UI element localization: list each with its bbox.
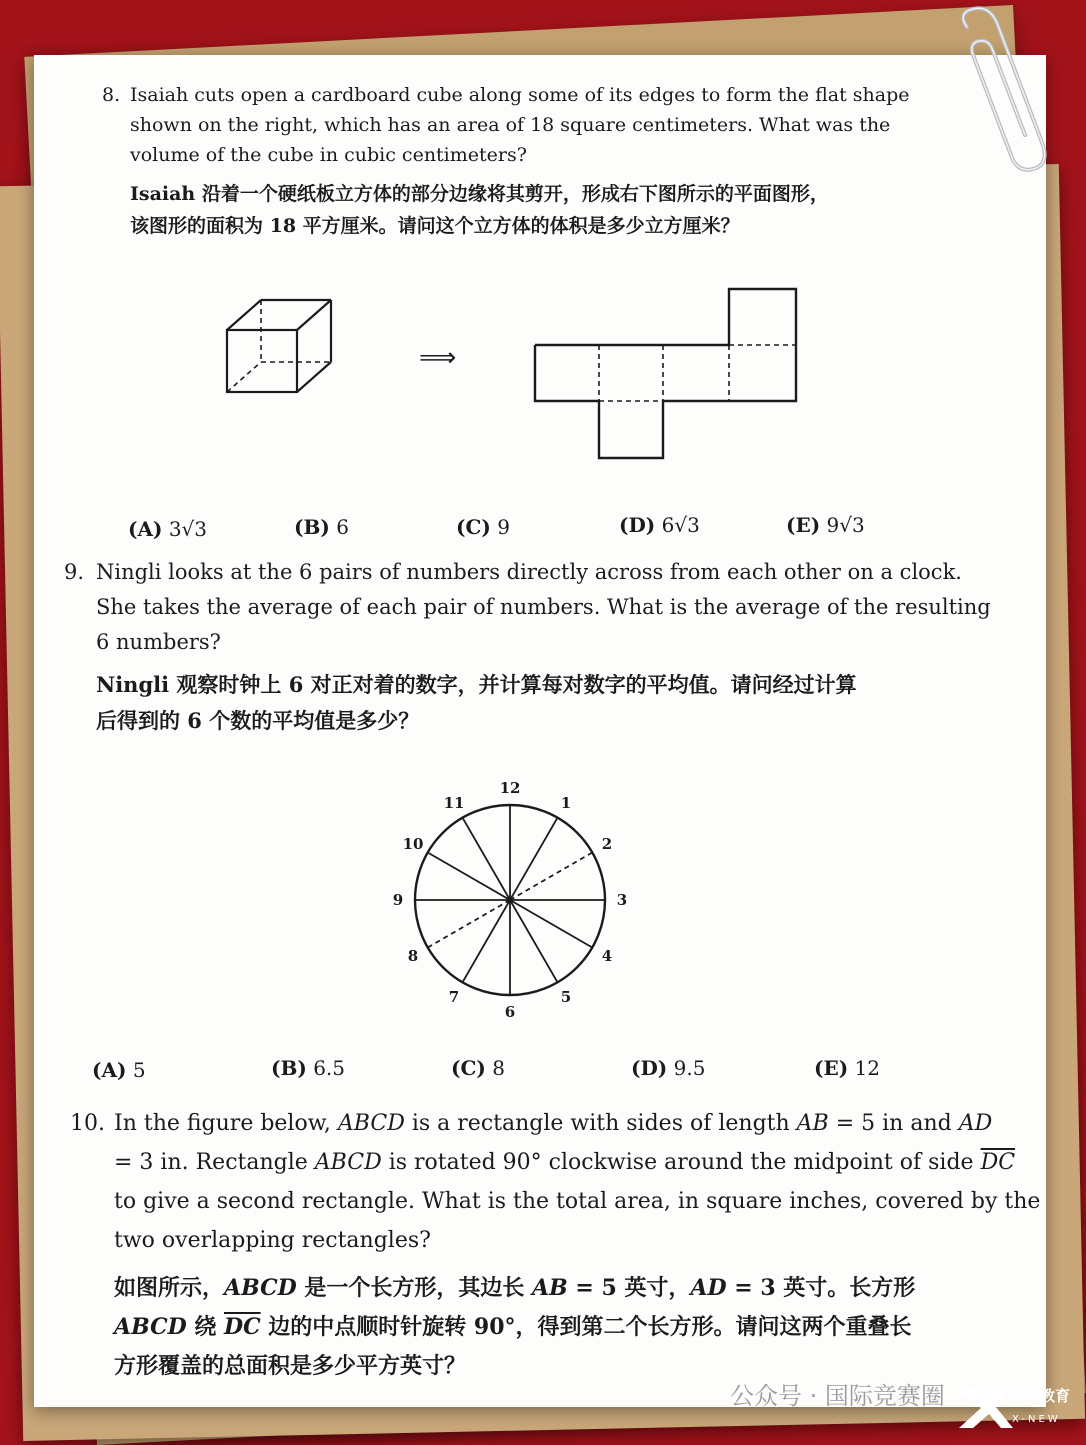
q9-choice-e[interactable]: (E) 12: [814, 1056, 880, 1080]
clock-number-2: 2: [601, 835, 613, 853]
q10-zh-line-2: ABCD 绕 $\overline{DC}$ 边的中点顺时针旋转 90°，得到第二个长方形。请问这两个重叠长: [114, 1314, 912, 1340]
q8-choice-e[interactable]: (E) 9√3: [786, 513, 865, 537]
q10-zh-line-3: 方形覆盖的总面积是多少平方英寸？: [114, 1353, 467, 1379]
clock-spoke-7: [463, 900, 511, 982]
arrow-icon: ⟹: [419, 343, 457, 373]
cube-net-figure: [529, 283, 809, 468]
clock-spoke-11: [463, 818, 511, 900]
clock-number-4: 4: [601, 947, 613, 965]
q10-en-line-4: two overlapping rectangles?: [114, 1228, 431, 1253]
q10-en-line-1: In the figure below, ABCD is a rectangle with sides of length AB = 5 in and AD: [114, 1111, 993, 1136]
q9-en-line-1: Ningli looks at the 6 pairs of numbers directly across from each other on a clock.: [96, 560, 962, 584]
clock-number-1: 1: [560, 794, 572, 813]
q9-zh-line-2: 后得到的 6 个数的平均值是多少？: [96, 708, 420, 733]
q8-zh-line-2: 该图形的面积为 18 平方厘米。请问这个立方体的体积是多少立方厘米？: [130, 215, 740, 237]
clock-spoke-4: [510, 900, 592, 948]
clock-number-5: 5: [560, 987, 572, 1006]
q8-choice-a[interactable]: (A) 3√3: [128, 517, 208, 541]
clock-number-12: 12: [499, 779, 521, 797]
q8-choice-d[interactable]: (D) 6√3: [619, 513, 700, 537]
q9-number: 9.: [64, 560, 85, 584]
clock-number-3: 3: [616, 891, 628, 909]
clock-spoke-2: [510, 853, 592, 901]
q9-choice-d[interactable]: (D) 9.5: [631, 1056, 706, 1080]
q9-choice-c[interactable]: (C) 8: [451, 1056, 505, 1080]
q9-zh-line-1: Ningli 观察时钟上 6 对正对着的数字，并计算每对数字的平均值。请问经过计算: [96, 672, 857, 697]
q10-en-line-3: to give a second rectangle. What is the total area, in square inches, covered by the: [114, 1189, 1041, 1214]
q8-number: 8.: [102, 84, 121, 106]
q8-en-line-1: Isaiah cuts open a cardboard cube along some of its edges to form the flat shape: [130, 84, 910, 106]
q9-en-line-2: She takes the average of each pair of numbers. What is the average of the resulting: [96, 595, 991, 619]
q9-choice-b[interactable]: (B) 6.5: [271, 1056, 346, 1080]
q8-en-line-3: volume of the cube in cubic centimeters?: [130, 144, 527, 166]
q10-zh-line-1: 如图所示，ABCD 是一个长方形，其边长 AB = 5 英寸，AD = 3 英寸。长方形: [114, 1275, 916, 1301]
watermark-text: 公众号 · 国际竞赛圈: [730, 1382, 945, 1410]
clock-number-7: 7: [448, 987, 460, 1006]
q10-number: 10.: [70, 1111, 105, 1136]
worksheet-page: [34, 55, 1046, 1407]
clock-figure: [380, 770, 640, 1021]
q8-choice-b[interactable]: (B) 6: [294, 515, 349, 539]
clock-number-6: 6: [504, 1003, 516, 1021]
brand-sub: X-NEW: [1012, 1414, 1061, 1425]
clock-number-10: 10: [402, 835, 424, 853]
q8-en-line-2: shown on the right, which has an area of 18 square centimeters. What was the: [130, 114, 891, 136]
brand-name: 犀牛教育: [1010, 1387, 1071, 1405]
q10-en-line-2: = 3 in. Rectangle ABCD is rotated 90° clockwise around the midpoint of side $\overline{DC}$: [114, 1150, 1016, 1175]
clock-number-11: 11: [443, 794, 465, 813]
clock-spoke-1: [510, 818, 558, 900]
paperclip-icon: [945, 5, 1065, 175]
q9-en-line-3: 6 numbers?: [96, 630, 221, 654]
cube-figure: [219, 295, 349, 400]
clock-spoke-5: [510, 900, 558, 982]
q9-choice-a[interactable]: (A) 5: [92, 1058, 146, 1082]
q8-zh-line-1: Isaiah 沿着一个硬纸板立方体的部分边缘将其剪开，形成右下图所示的平面图形，: [130, 183, 829, 205]
clock-number-9: 9: [392, 891, 404, 909]
clock-spoke-8: [428, 900, 510, 948]
clock-number-8: 8: [407, 947, 419, 965]
clock-spoke-10: [428, 853, 510, 901]
q8-choice-c[interactable]: (C) 9: [456, 515, 510, 539]
